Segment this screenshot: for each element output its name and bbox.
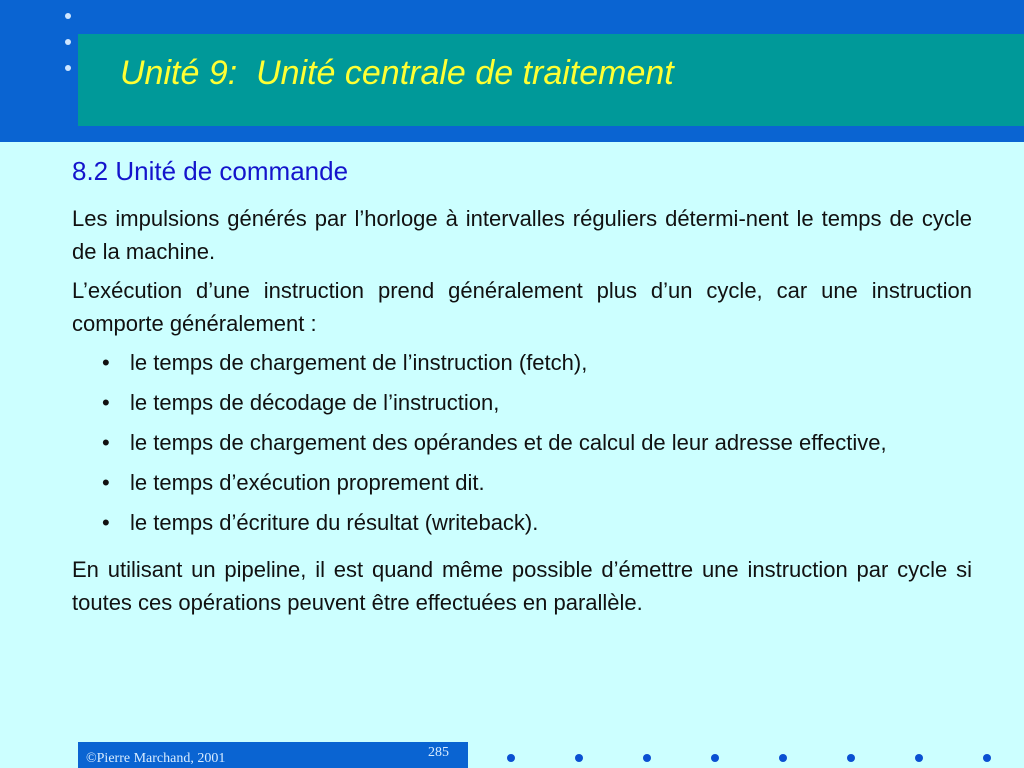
bullet-text: le temps d’exécution proprement dit. (130, 470, 485, 495)
bullet-icon: • (102, 430, 110, 455)
header-dot-icon (65, 65, 71, 71)
section-heading: 8.2 Unité de commande (72, 156, 349, 186)
bullet-item (102, 466, 972, 499)
footer-dot-icon (983, 754, 991, 762)
slide-content (72, 154, 972, 625)
bullet-item (102, 426, 972, 459)
bullet-text: le temps d’écriture du résultat (writeback). (130, 510, 539, 535)
bullet-icon: • (102, 470, 110, 495)
footer-dot-icon (711, 754, 719, 762)
bullet-icon: • (102, 350, 110, 375)
footer-dot-icon (575, 754, 583, 762)
bullet-item (102, 506, 972, 539)
header-dot-icon (65, 13, 71, 19)
bullet-icon: • (102, 390, 110, 415)
footer-dot-icon (779, 754, 787, 762)
footer-dot-icon (847, 754, 855, 762)
paragraph: Les impulsions générés par l’horloge à intervalles réguliers détermi-nent le temps de cycle de la machine. (72, 206, 972, 264)
bullet-list (72, 346, 972, 539)
bullet-item (102, 386, 972, 419)
slide-title: Unité 9: Unité centrale de traitement (120, 54, 674, 92)
footer-dot-icon (643, 754, 651, 762)
bullet-item (102, 346, 972, 379)
footer-bar (78, 742, 468, 768)
bullet-text: le temps de chargement de l’instruction (fetch), (130, 350, 588, 375)
footer-dot-icon (915, 754, 923, 762)
page-number: 285 (428, 745, 449, 760)
header-dot-icon (65, 39, 71, 45)
paragraph: L’exécution d’une instruction prend généralement plus d’un cycle, car une instruction comporte généralement : (72, 278, 972, 336)
closing-paragraph: En utilisant un pipeline, il est quand même possible d’émettre une instruction par cycle si toutes ces opérations peuvent être effectuées en parallèle. (72, 557, 972, 615)
bullet-text: le temps de décodage de l’instruction, (130, 390, 500, 415)
bullet-text: le temps de chargement des opérandes et de calcul de leur adresse effective, (130, 430, 887, 455)
bullet-icon: • (102, 510, 110, 535)
footer-copyright: ©Pierre Marchand, 2001 (86, 751, 226, 766)
footer-dot-icon (507, 754, 515, 762)
